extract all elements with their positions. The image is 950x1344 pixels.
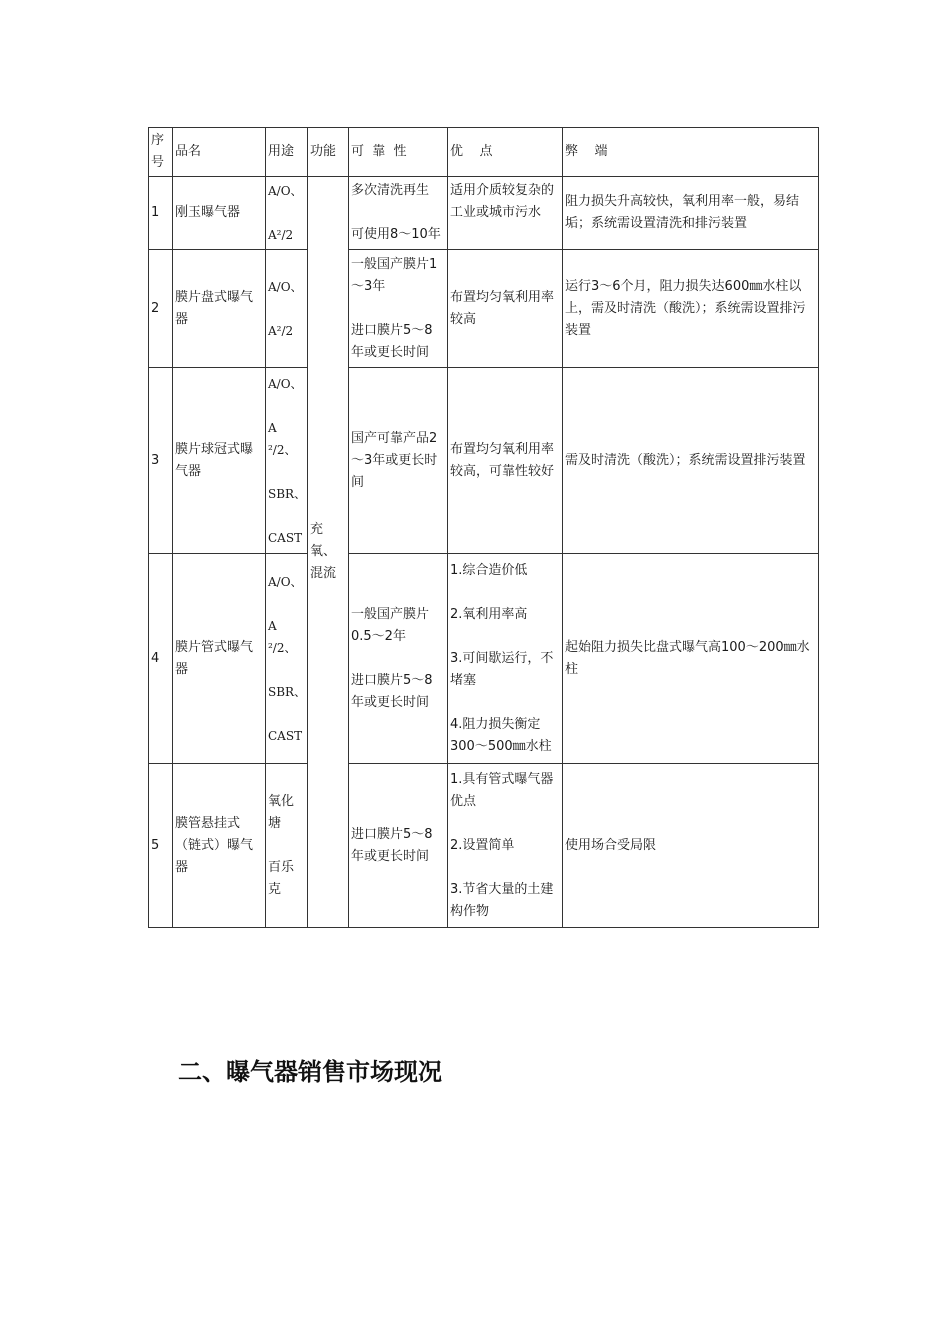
- use-item: CAST: [268, 530, 303, 545]
- reliability-line: 进口膜片5～8年或更长时间: [351, 322, 433, 360]
- use-item: A/O、: [268, 376, 303, 391]
- row-no: 5: [149, 764, 173, 928]
- use-item: SBR、: [268, 486, 307, 501]
- use-item: A ²/2、: [268, 618, 297, 655]
- reliability-line: 一般国产膜片1～3年: [351, 256, 438, 294]
- row-reliability: 国产可靠产品2～3年或更长时间: [349, 368, 448, 554]
- reliability-line: 一般国产膜片0.5～2年: [351, 606, 430, 644]
- header-no-l2: 号: [151, 155, 165, 170]
- use-item: A²/2: [268, 323, 294, 338]
- use-item: 百乐克: [268, 859, 295, 897]
- table-row: [149, 368, 819, 554]
- header-disadvantages: 弊 端: [563, 128, 819, 177]
- use-item: A/O、: [268, 184, 303, 198]
- header-no: [149, 128, 173, 177]
- row-reliability: [349, 250, 448, 368]
- table-row: [149, 554, 819, 764]
- use-item: A ²/2、: [268, 420, 297, 457]
- function-merged-cell: [308, 177, 349, 928]
- row-advantages: [448, 764, 563, 928]
- row-disadvantages: 运行3～6个月，阻力损失达600㎜水柱以上，需及时清洗（酸洗）；系统需设置排污装置: [563, 250, 819, 368]
- row-reliability: [349, 554, 448, 764]
- row-no: 2: [149, 250, 173, 368]
- reliability-line: 多次清洗再生: [351, 183, 430, 198]
- row-advantages: 适用介质较复杂的工业或城市污水: [448, 177, 563, 250]
- function-line: 混流: [310, 566, 337, 581]
- header-name: 品名: [173, 128, 266, 177]
- use-item: A/O、: [268, 279, 303, 294]
- advantage-item: 3.节省大量的土建构作物: [450, 881, 554, 919]
- row-use: [266, 764, 308, 928]
- row-use: [266, 368, 308, 554]
- advantage-item: 3.可间歇运行，不堵塞: [450, 650, 554, 688]
- row-disadvantages: 使用场合受局限: [563, 764, 819, 928]
- function-line: 充: [310, 522, 324, 537]
- row-advantages: 布置均匀氧利用率较高，可靠性较好: [448, 368, 563, 554]
- aerator-comparison-table: [148, 127, 819, 928]
- use-item: SBR、: [268, 684, 307, 699]
- reliability-line: 进口膜片5～8年或更长时间: [351, 672, 433, 710]
- section-heading: 二、曝气器销售市场现况: [178, 1057, 442, 1086]
- row-name: 膜片管式曝气器: [173, 554, 266, 764]
- row-no: 4: [149, 554, 173, 764]
- row-advantages: 布置均匀氧利用率较高: [448, 250, 563, 368]
- use-item: A/O、: [268, 574, 303, 589]
- header-function: 功能: [308, 128, 349, 177]
- row-no: 1: [149, 177, 173, 250]
- row-name: 刚玉曝气器: [173, 177, 266, 250]
- row-disadvantages: 阻力损失升高较快，氧利用率一般，易结垢；系统需设置清洗和排污装置: [563, 177, 819, 250]
- use-item: CAST: [268, 728, 303, 743]
- row-name: 膜片盘式曝气器: [173, 250, 266, 368]
- advantage-item: 2.氧利用率高: [450, 606, 528, 622]
- table-row: [149, 177, 819, 250]
- row-use: [266, 554, 308, 764]
- advantage-item: 2.设置简单: [450, 837, 515, 853]
- header-reliability: 可 靠 性: [349, 128, 448, 177]
- reliability-line: 可使用8～10年: [351, 227, 441, 242]
- row-name: 膜片球冠式曝气器: [173, 368, 266, 554]
- function-line: 氧、: [310, 544, 337, 559]
- advantage-item: 1.具有管式曝气器优点: [450, 771, 554, 809]
- header-no-l1: 序: [151, 133, 165, 148]
- table-row: [149, 764, 819, 928]
- table-header-row: [149, 128, 819, 177]
- table-row: [149, 250, 819, 368]
- row-use: [266, 177, 308, 250]
- header-use: 用途: [266, 128, 308, 177]
- advantage-item: 1.综合造价低: [450, 562, 528, 578]
- row-reliability: [349, 177, 448, 250]
- row-use: [266, 250, 308, 368]
- use-item: 氧化塘: [268, 793, 295, 831]
- row-reliability: 进口膜片5～8年或更长时间: [349, 764, 448, 928]
- row-no: 3: [149, 368, 173, 554]
- header-advantages: 优 点: [448, 128, 563, 177]
- row-disadvantages: 需及时清洗（酸洗）；系统需设置排污装置: [563, 368, 819, 554]
- row-disadvantages: 起始阻力损失比盘式曝气高100～200㎜水柱: [563, 554, 819, 764]
- use-item: A²/2: [268, 228, 294, 242]
- row-advantages: [448, 554, 563, 764]
- advantage-item: 4.阻力损失衡定300～500㎜水柱: [450, 716, 552, 754]
- row-name: 膜管悬挂式（链式）曝气器: [173, 764, 266, 928]
